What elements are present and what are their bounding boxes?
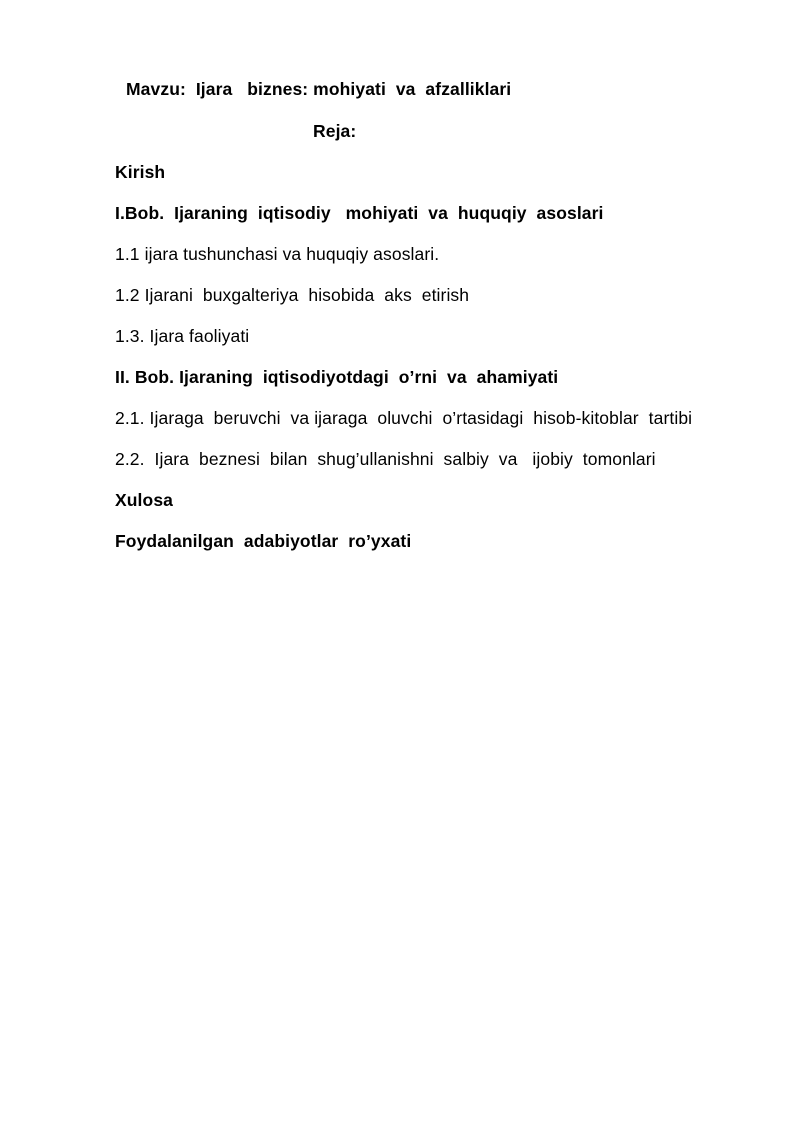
outline-item-introduction: Kirish xyxy=(115,162,166,182)
outline-item-1-3: 1.3. Ijara faoliyati xyxy=(115,326,250,346)
document-topic: Mavzu: Ijara biznes: mohiyati va afzalliklari xyxy=(126,79,512,99)
outline-item-1-1: 1.1 ijara tushunchasi va huquqiy asoslari. xyxy=(115,244,440,264)
outline-item-2-2: 2.2. Ijara beznesi bilan shug’ullanishni salbiy va ijobiy tomonlari xyxy=(115,449,656,469)
outline-item-2-1: 2.1. Ijaraga beruvchi va ijaraga oluvchi o’rtasidagi hisob-kitoblar tartibi xyxy=(115,408,693,428)
outline-item-chapter-1: I.Bob. Ijaraning iqtisodiy mohiyati va huquqiy asoslari xyxy=(115,203,604,223)
outline-item-1-2: 1.2 Ijarani buxgalteriya hisobida aks etirish xyxy=(115,285,470,305)
plan-heading: Reja: xyxy=(313,121,357,141)
outline-item-references: Foydalanilgan adabiyotlar ro’yxati xyxy=(115,531,412,551)
outline-item-chapter-2: II. Bob. Ijaraning iqtisodiyotdagi o’rni va ahamiyati xyxy=(115,367,559,387)
outline-item-conclusion: Xulosa xyxy=(115,490,173,510)
